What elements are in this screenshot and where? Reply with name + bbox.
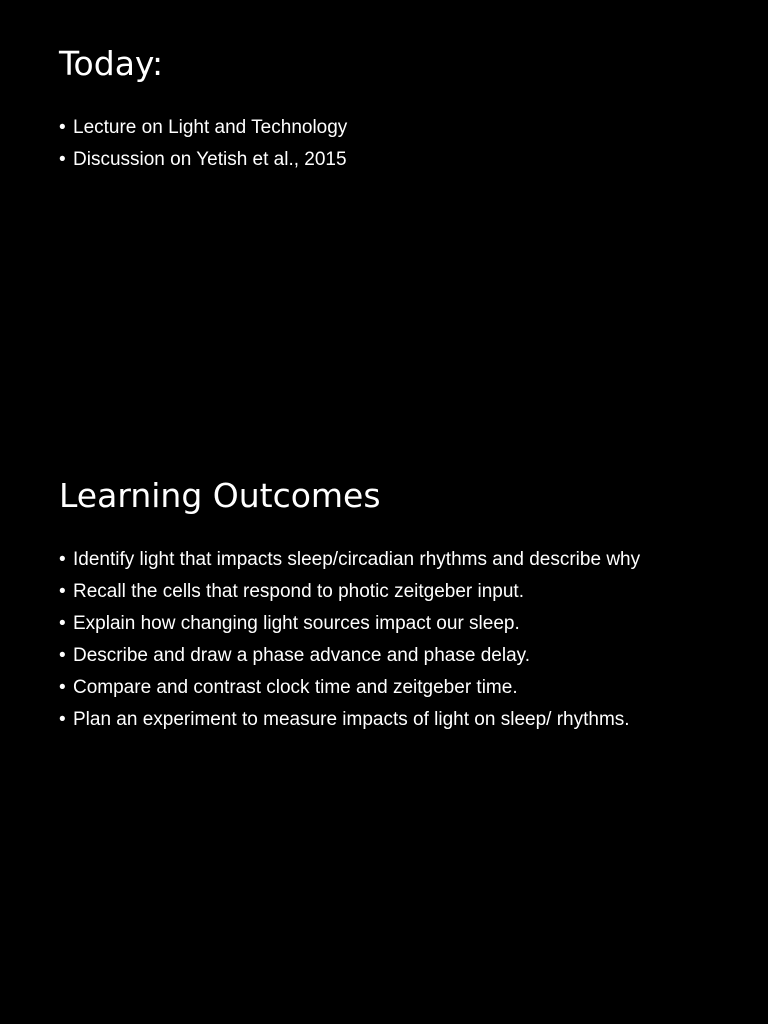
today-list	[59, 112, 749, 176]
list-item-text: Compare and contrast clock time and zeitgeber time.	[73, 677, 518, 698]
bullet-icon: •	[59, 677, 66, 698]
bullet-icon: •	[59, 709, 66, 730]
learning-outcomes-heading: Learning Outcomes	[59, 476, 381, 515]
list-item	[59, 608, 749, 640]
list-item	[59, 672, 749, 704]
bullet-icon: •	[59, 645, 66, 666]
list-item	[59, 704, 749, 736]
bullet-icon: •	[59, 549, 66, 570]
list-item	[59, 640, 749, 672]
list-item-text: Identify light that impacts sleep/circadian rhythms and describe why	[73, 549, 641, 570]
list-item-text: Describe and draw a phase advance and phase delay.	[73, 645, 531, 666]
today-heading: Today:	[59, 44, 164, 83]
list-item-text: Recall the cells that respond to photic zeitgeber input.	[73, 581, 524, 602]
list-item	[59, 544, 749, 576]
list-item	[59, 144, 749, 176]
list-item-text: Discussion on Yetish et al., 2015	[73, 149, 347, 170]
bullet-icon: •	[59, 613, 66, 634]
list-item-text: Plan an experiment to measure impacts of light on sleep/ rhythms.	[73, 709, 630, 730]
list-item-text: Lecture on Light and Technology	[73, 117, 348, 138]
list-item	[59, 576, 749, 608]
learning-outcomes-list	[59, 544, 749, 736]
bullet-icon: •	[59, 149, 66, 170]
list-item-text: Explain how changing light sources impact our sleep.	[73, 613, 520, 634]
list-item	[59, 112, 749, 144]
bullet-icon: •	[59, 581, 66, 602]
today-section	[59, 44, 749, 176]
bullet-icon: •	[59, 117, 66, 138]
learning-outcomes-section	[59, 476, 749, 736]
